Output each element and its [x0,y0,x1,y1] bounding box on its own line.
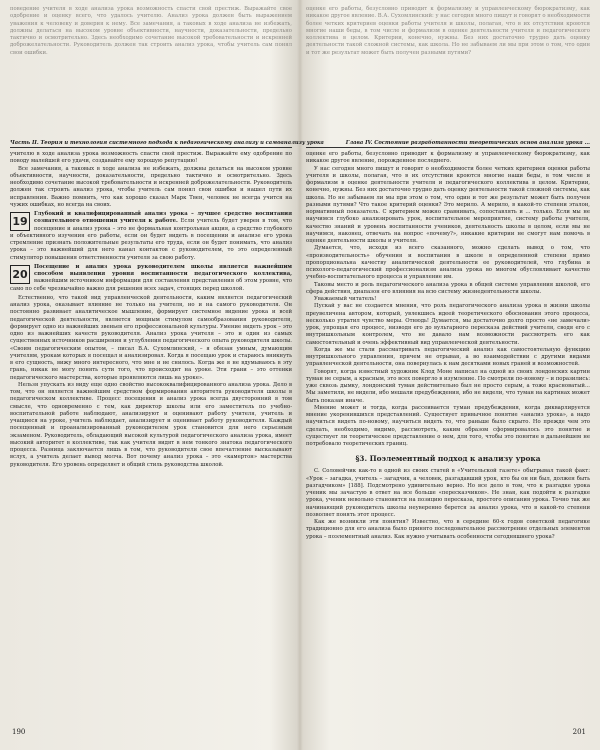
point-20 [10,264,292,293]
paragraph: Нельзя упускать из виду еще одно свойство высококвалифицированного анализа урока. Дело в том, что он является важнейшим средством формирования авторитета руководителя школы в педагогическом коллективе. Процесс посещения и анализ урока всегда двусторонний в том смысле, что одновременно с тем, как директор школы или его заместитель по учебно-воспитательной работе наблюдают, анализируют и оценивают работу учителя, учитель и учащиеся на уроке, учитель наблюдает, анализирует и оценивает работу руководителя. Каждый посещенный и проанализированный руководителем урок становится для него серьезным экзаменом. Руководитель, обладающий высокой культурой педагогического анализа урока, имеет высокий авторитет в коллективе, так как учителя видят в нем тонкого знатока педагогического процесса. Разница заключается лишь в том, что руководители свое впечатление высказывают вслух, а учитель делает вывод молча. Вот почему анализ урока – это «камертон» мастерства руководителя. Его уровень определяет и общий стиль руководства школой. [10,381,292,468]
left-page [10,0,324,750]
paragraph: Мнение может и тогда, когда рассеивается туман предубеждения, когда дикварлируется мнение укоренившихся представлений. Существует привычное понятие «анализ урока», а надо научиться видеть по-новому, научиться видеть то, что раньше было скрыто. Но прежде чем это сделать, необходимо, видимо, рассмотреть, каким образом сформировалось это понятие и существует ли теоретическое представление о нем, для того, чтобы это понятие в дальнейшем не потребовало теоретических границ. [306,404,590,447]
section-title: §3. Поэлементный подход к анализу урока [355,454,541,464]
page-number-right: 201 [572,728,586,736]
paragraph: С. Соловейчик как-то в одной из своих статей в «Учительской газете» обыгрывал такой факт: «Урок – загадка, учитель – загадчик, а человек, разгадавший урок, кто бы он ни был, должен быть разгадчиком» [188]. Подсмотрено удивительно верно. Но все дело в том, что к разгадке урока ученик мы зачастую в ответ на все больше «пересказчиков». Не зная, как подойти к разгадке урока, ученик невольно становится на позицию пересказа, простого описания урока. Точно так же начинающий руководитель школы неуверенно берется за анализ урока, что в какой-то степени позволяет понять этот процесс. [306,468,590,518]
point-19 [10,211,292,262]
right-page [306,0,590,750]
paragraph: Уважаемый читатель! [314,296,377,302]
paragraph: Таковы место и роль педагогического анализа урока в общей системе управления школой, его сфера действия, диапазон его влияния на всю систему жизнедеятельности школы. [306,281,590,295]
paragraph: Естественно, что такой вид управленческой деятельности, каким является педагогический анализ урока, оказывает влияние не только на учителя, но и на самого руководителя. Он постоянно развивает аналитическое мышление, формирует системное видение урока и всей педагогической деятельности, является мощным стимулом самообразования руководителя, формирует одно из важнейших звеньев его профессиональной культуры. Умение видеть урок – это одно из важнейших качеств руководителя. Анализ урока учителя – это и один из самых существенных источников расширения и углубления педагогического опыта руководителя школы. «Своим педагогическим опытом, – писал В.А. Сухомлинский, – я обязан умным, думающим учителям, урокам которых я посещал и анализировал. Когда я посещаю урок и стараюсь вникнуть в его сущность, вижу много интересного, что мне и не снилось. Когда же я не вдумываюсь в эту грань, никак не могу понять сути того, что происходит на уроке. Эти грани – это оттенки педагогического мастерства, которые проявляются лишь на уроке». [10,294,292,381]
running-header-right: Глава IV. Состояние разработанности теоретических основ анализа урока ... [306,140,590,148]
left-body-text [10,151,292,469]
paragraph: Пускай у вас не создается мнения, что роль педагогического анализа урока в жизни школы преувеличена автором, который, увлекшись идеей теоретического обоснования этого процесса, несколько утратил чувство меры. Отнюдь! Думается, мы достаточно долго просто «не замечали» урок, упрощая его процесс, низводя его до вульгарного пересказа действий учителя, сводя его с внутришкольным контролем, что не давало нам возможности рассмотреть его как самостоятельный и очень эффективный вид управленческой деятельности. [306,303,590,346]
right-body-text [306,151,590,541]
paragraph: Думается, что, исходя из всего сказанного, можно сделать вывод о том, что «производительность» обучения и воспитания в школе в определенной степени прямо пропорциональна качеству аналитической деятельности ее руководителей, что глубина и психолого-педагогический профессионализм анализа урока во многом обусловливает качество учебно-воспитательного процесса и управление им. [306,245,590,281]
paragraph: учителю в ходе анализа урока возможность спасти свой престиж. Выражайте ему одобрение по поводу малейшей его удачи, создавайте ему хорошую репутацию! [10,151,292,165]
running-header-left: Часть II. Теория и технология системного подхода к педагогическому анализу и самоанализу урока [10,140,324,146]
paragraph: Все замечания, а таковых в ходе анализа не избежать, должны делаться на высоком уровне объективности, научности, доказательности, предельно тактично и осмотрительно. Здесь необходимо сочетание высокой требовательности и искренней доброжелательности. Руководитель должен так строить анализ урока, чтобы учитель сам понял свои ошибки и нашел пути их исправления. Важно помнить, что как хорошо сказал Марк Твен, человек не всегда учится на чужих ошибках, но всегда на своих. [10,165,292,208]
paragraph: оценке его работы, безусловно приводит к формализму и управленческому бюрократизму, как никакое другое явление, порожденное последнего. [306,151,590,165]
paragraph: Как же возникли эти понятия? Известно, что в середине 60-х годов советской педагогике традиционно для его анализа было принято последовательное рассмотрение отдельных элементов урока – поэлементный анализ. Как нужно учитывать особенности сегодняшнего урока? [306,519,590,540]
point-lead: Глубокий и квалифицированный анализ урока – лучшее средство воспитания сознательного отношения учителя к работе. [34,211,292,225]
point-text: важнейшим источником информации для составления представления об этом уровне, что само по себе чрезвычайно важно для решения всех задач, стоящих перед школой. [10,278,292,292]
bleed-through-text-left: поведение учителя в ходе анализа урока возможность спасти свой престиж. Выражайте свое одобрение и оценку всего, что удалось учителю. Анализ урока должен быть выражением уважения к человеку и доверия к нему. Все замечания, а таковых в ходе анализа не избежать, должны делаться на высоком уровне объективности, научности, доказательности, предельно тактично и осмотрительно. Здесь необходимо сочетание высокой требовательности и искренней доброжелательности. Руководитель должен так строить анализ урока, чтобы учитель сам понял свои ошибки. [10,6,292,56]
point-lead: Посещение и анализ урока руководителем школы является важнейшим способом выявления уровня воспитанности педагогического коллектива, [34,263,292,277]
page-number-left: 190 [12,728,26,736]
point-text: Если учитель будет уверен в том, что посещение и анализ урока – это не формальная контрольная акция, а средство глубокого и объективного изучения его работы, если он будет видеть в посещении и анализе его урока стремление признать положительные результаты его труда, если он будет понимать, что анализ урока – это важнейший для него канал контактов с руководителем, то это определенный стимулятор повышения ответственности учителя за свою работу. [10,218,293,261]
bleed-through-text-right: оценке его работы, безусловно приводит к формализму и управленческому бюрократизму, как никакое другое явление. В.А. Сухомлинский: у нас сегодня много пишут и говорят о необходимости более четких критериев оценки работы учителя и школы, полагая, что в их отсутствии кроются многие наши беды, в том числе и формализм в оценке деятельности учителя и педагогического коллектива в целом. Критерии, конечно, нужны. Без них достаточно трудно дать оценку деятельности такой сложной системы, как школа. Но не забываем ли мы при этом о том, что один и тот же результат может быть получен разными путями? [306,6,590,56]
paragraph: Когда же мы стали рассматривать педагогический анализ как самостоятельную функцию внутришкольного управления, причем не отрывая, а во взаимодействии с другими видами управленческой деятельности, она повернулась к нам десятками новых граней и возможностей. [306,346,590,368]
paragraph: У нас сегодня много пишут и говорят о необходимости более четких критериев оценки работы учителя и школы, полагая, что в их отсутствии кроются многие наши беды, в том числе и формализм в оценке деятельности учителя и педагогического коллектива в целом. Критерии, конечно, нужны. Без них достаточно трудно дать оценку деятельности такой сложной системы, как школа. Но не забываем ли мы при этом о том, что один и тот же результат может быть получен разными путями? Что такое критерий оценки? Это мерило. А мерило, в какой-то степени эталон, нормативный показатель. С критерием можно сравнивать, сопоставлять и ... только. Если мы не научимся глубоко анализировать урок, воспитательное мероприятие, систему работы учителя, качество знаний и уровень воспитанности учеников, деятельность школы в целом, если мы не научимся, наконец, отвечать на вопрос «почему?», никакие критерии не смогут нам помочь в оценке деятельности школы и учителя. [306,165,590,244]
point-number-box: 19 [10,212,30,231]
point-number-box: 20 [10,265,30,284]
paragraph: Говорят, когда известный художник Клод Моне написал на одной из своих лондонских картин туман не серым, а красным, это всех повергло в изумление. По смотрели по-новому – и поразились: уже сквозь дымку, лондонский туман действительно был не просто серым, а тоже красноватый... Мы заметили, не видели, ибо мешали предубеждения, ибо не видели, что туман на картинах может быть показан иначе. [306,368,590,404]
